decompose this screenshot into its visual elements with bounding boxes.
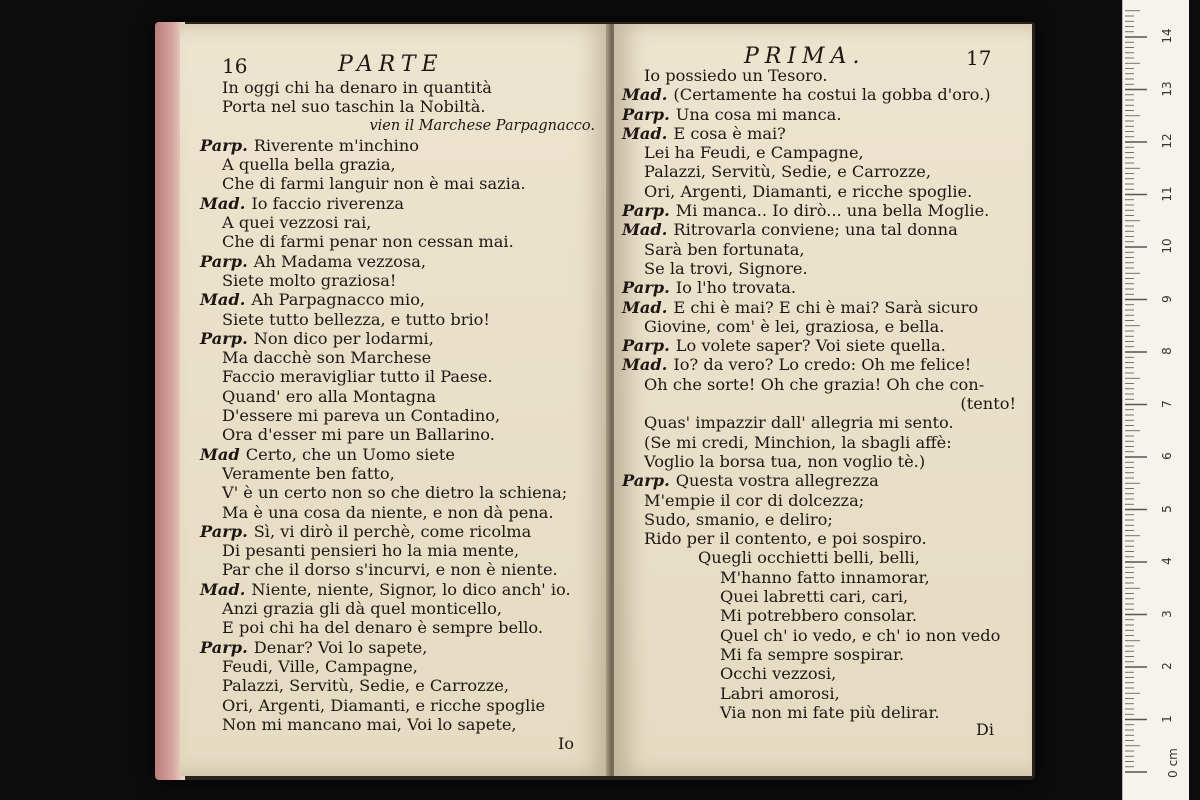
text-line [200, 367, 605, 386]
text-line [200, 136, 605, 155]
text-line [200, 290, 605, 309]
page-number: 16 [222, 54, 248, 78]
line-text: Lo volete saper? Voi siete quella. [675, 336, 946, 356]
text-line [622, 201, 1022, 220]
text-line [200, 483, 605, 502]
catchword: Io [558, 734, 574, 753]
ruler-number: 2 [1160, 662, 1174, 670]
right-page [614, 24, 1032, 776]
text-line [200, 425, 605, 444]
ruler-number: 9 [1160, 294, 1174, 303]
text-line [200, 97, 605, 116]
text-line [200, 522, 605, 541]
speaker-label: Mad. [200, 290, 246, 310]
text-line [622, 162, 1022, 181]
line-text: E poi chi ha del denaro è sempre bello. [222, 618, 544, 638]
line-text: Mi manca.. Io dirò... una bella Moglie. [675, 201, 990, 221]
text-line [200, 657, 605, 676]
line-text: Ritrovarla conviene; una tal donna [673, 220, 958, 240]
text-line [200, 329, 605, 348]
speaker-label: Parp. [622, 278, 670, 298]
line-text: Io faccio riverenza [251, 193, 405, 213]
speaker-label: Mad. [622, 297, 668, 317]
ruler-number: 5 [1160, 504, 1174, 513]
text-line [200, 560, 605, 579]
text-line [622, 182, 1022, 201]
line-text: A quei vezzosi rai, [222, 213, 372, 233]
speaker-label: Mad. [622, 123, 668, 143]
text-line [200, 174, 605, 193]
text-line [622, 587, 1022, 606]
ruler-number: 10 [1160, 238, 1174, 254]
text-line [622, 548, 1022, 567]
speaker-label: Parp. [200, 251, 248, 271]
text-line [622, 66, 1022, 85]
line-text: Non dico per lodarmi, [253, 328, 434, 348]
text-line [200, 503, 605, 522]
text-line [200, 445, 605, 464]
line-text: Ori, Argenti, Diamanti, e ricche spoglie [222, 695, 546, 715]
line-text: Mi fa sempre sospirar. [720, 644, 905, 664]
text-line [622, 105, 1022, 124]
text-line [622, 240, 1022, 259]
line-text: E chi è mai? E chi è mai? Sarà sicuro [673, 297, 979, 317]
line-text: A quella bella grazia, [222, 155, 396, 175]
line-text: Che di farmi languir non è mai sazia. [222, 174, 526, 194]
ruler-number: 12 [1160, 133, 1174, 149]
text-line [622, 433, 1022, 452]
text-block [200, 78, 605, 734]
line-text: Quei labretti cari, cari, [720, 587, 909, 607]
line-text: Oh che sorte! Oh che grazia! Oh che con- [644, 374, 985, 394]
line-text: M'hanno fatto innamorar, [720, 567, 930, 587]
line-text: Par che il dorso s'incurvi, e non è niente. [222, 560, 558, 580]
text-line [200, 580, 605, 599]
measurement-ruler [1122, 0, 1189, 800]
line-text: Palazzi, Servitù, Sedie, e Carrozze, [644, 162, 931, 182]
text-line [622, 645, 1022, 664]
line-text: In oggi chi ha denaro in quantità [222, 78, 492, 97]
line-text: Voglio la borsa tua, non voglio tè.) [644, 451, 926, 471]
speaker-label: Mad. [622, 85, 668, 105]
text-line [622, 664, 1022, 683]
text-line [622, 684, 1022, 703]
line-text: Niente, niente, Signor, lo dico anch' io. [251, 579, 571, 599]
text-line [200, 252, 605, 271]
text-line [622, 85, 1022, 104]
text-line [200, 464, 605, 483]
text-line [200, 310, 605, 329]
speaker-label: Parp. [622, 336, 670, 356]
line-text: Di pesanti pensieri ho la mia mente, [222, 541, 520, 561]
text-line [622, 491, 1022, 510]
line-text: D'essere mi pareva un Contadino, [222, 406, 501, 426]
speaker-label: Parp. [200, 637, 248, 657]
line-text: Che di farmi penar non cessan mai. [222, 232, 514, 252]
text-line [200, 599, 605, 618]
line-text: Non mi mancano mai, Voi lo sapete, [222, 714, 517, 734]
text-line [622, 220, 1022, 239]
speaker-label: Parp. [622, 201, 670, 221]
text-line [622, 355, 1022, 374]
line-text: Feudi, Ville, Campagne, [222, 656, 418, 676]
text-line [622, 413, 1022, 432]
text-line [622, 124, 1022, 143]
speaker-label: Parp. [200, 521, 248, 541]
left-page [180, 24, 610, 776]
line-text: Giovine, com' è lei, graziosa, e bella. [644, 316, 945, 336]
line-text: V' è un certo non so che dietro la schiena; [222, 483, 568, 503]
line-text: Anzi grazia gli dà quel monticello, [222, 599, 503, 619]
line-text: Occhi vezzosi, [720, 664, 837, 684]
running-head: PARTE [338, 52, 444, 77]
catchword: Di [976, 720, 994, 739]
text-line [622, 703, 1022, 722]
ruler-number: 14 [1160, 28, 1174, 44]
text-line [622, 336, 1022, 355]
line-text: Ora d'esser mi pare un Ballarino. [222, 425, 495, 445]
text-line [200, 387, 605, 406]
line-text: Una cosa mi manca. [675, 104, 842, 124]
speaker-label: Mad [200, 444, 240, 464]
line-text: Labri amorosi, [720, 683, 840, 703]
line-text: vien il Marchese Parpagnacco. [369, 117, 595, 134]
line-text: (Certamente ha costui la gobba d'oro.) [673, 85, 991, 105]
speaker-label: Mad. [622, 220, 668, 240]
line-text: M'empie il cor di dolcezza; [644, 490, 865, 510]
line-text: Questa vostra allegrezza [675, 471, 879, 491]
line-text: Siete tutto bellezza, e tutto brio! [222, 309, 490, 329]
line-text: Siete molto graziosa! [222, 270, 397, 290]
text-line [622, 529, 1022, 548]
text-line [622, 278, 1022, 297]
line-text: Porta nel suo taschin la Nobiltà. [222, 97, 486, 117]
line-text: Lei ha Feudi, e Campagne, [644, 143, 864, 163]
line-text: Ma dacchè son Marchese [222, 348, 432, 368]
ruler-unit-label: 0 cm [1166, 748, 1180, 778]
line-text: Faccio meravigliar tutto il Paese. [222, 367, 493, 387]
line-text: Quel ch' io vedo, e ch' io non vedo [720, 625, 1001, 645]
text-line [622, 317, 1022, 336]
speaker-label: Parp. [622, 104, 670, 124]
text-line [200, 117, 605, 136]
text-block [622, 66, 1022, 722]
text-line [200, 406, 605, 425]
ruler-number: 1 [1160, 714, 1174, 723]
line-text: E cosa è mai? [673, 123, 786, 143]
text-line [622, 626, 1022, 645]
text-line [622, 452, 1022, 471]
line-text: Ah Madama vezzosa, [253, 251, 426, 271]
text-line [200, 696, 605, 715]
line-text: Mi potrebbero consolar. [720, 606, 917, 626]
ruler-number: 7 [1160, 399, 1174, 408]
line-text: Sì, vi dirò il perchè, come ricolma [253, 521, 532, 541]
page-number: 17 [966, 46, 992, 70]
ruler-number: 11 [1160, 185, 1174, 202]
text-line [200, 638, 605, 657]
text-line [622, 298, 1022, 317]
line-text: Sarà ben fortunata, [644, 239, 805, 259]
line-text: Io possiedo un Tesoro. [644, 66, 828, 85]
speaker-label: Parp. [200, 328, 248, 348]
line-text: Palazzi, Servitù, Sedie, e Carrozze, [222, 676, 509, 696]
text-line [200, 715, 605, 734]
text-line [622, 510, 1022, 529]
line-text: Via non mi fate più delirar. [720, 702, 940, 722]
text-line [200, 271, 605, 290]
line-text: Certo, che un Uomo siete [245, 444, 455, 464]
line-text: Riverente m'inchino [253, 135, 420, 155]
text-line [622, 606, 1022, 625]
text-line [200, 232, 605, 251]
text-line [622, 471, 1022, 490]
line-text: Quegli occhietti belli, belli, [698, 548, 920, 568]
text-line [200, 676, 605, 695]
text-line [622, 259, 1022, 278]
line-text: (Se mi credi, Minchion, la sbagli affè: [644, 432, 952, 452]
text-line [200, 348, 605, 367]
speaker-label: Mad. [200, 579, 246, 599]
text-line [200, 78, 605, 97]
text-line [622, 568, 1022, 587]
line-text: Quas' impazzir dall' allegria mi sento. [644, 413, 954, 433]
ruler-number: 6 [1160, 452, 1174, 460]
line-text: Ah Parpagnacco mio, [251, 290, 426, 310]
ruler-number: 13 [1160, 80, 1174, 97]
ruler-ticks [1123, 0, 1189, 800]
line-text: Veramente ben fatto, [222, 463, 395, 483]
ruler-number: 3 [1160, 609, 1174, 618]
speaker-label: Mad. [200, 193, 246, 213]
line-text: Denar? Voi lo sapete, [253, 637, 428, 657]
ruler-number: 8 [1160, 347, 1174, 355]
line-text: Io? da vero? Lo credo: Oh me felice! [673, 355, 972, 375]
text-line [200, 213, 605, 232]
speaker-label: Mad. [622, 355, 668, 375]
line-text: Rido per il contento, e poi sospiro. [644, 529, 927, 549]
text-line [200, 194, 605, 213]
text-line [622, 394, 1022, 413]
running-head: PRIMA. [744, 44, 866, 69]
line-text: Sudo, smanio, e deliro; [644, 509, 833, 529]
text-line [200, 155, 605, 174]
text-line [622, 143, 1022, 162]
ruler-number: 4 [1160, 557, 1174, 565]
text-line [200, 541, 605, 560]
text-line [200, 618, 605, 637]
speaker-label: Parp. [622, 471, 670, 491]
line-text: Quand' ero alla Montagna [222, 386, 437, 406]
text-line [622, 375, 1022, 394]
speaker-label: Parp. [200, 135, 248, 155]
line-text: Io l'ho trovata. [675, 278, 797, 298]
line-text: (tento! [960, 394, 1016, 414]
line-text: Ori, Argenti, Diamanti, e ricche spoglie. [644, 181, 973, 201]
line-text: Ma è una cosa da niente, e non dà pena. [222, 502, 554, 522]
line-text: Se la trovi, Signore. [644, 258, 808, 278]
